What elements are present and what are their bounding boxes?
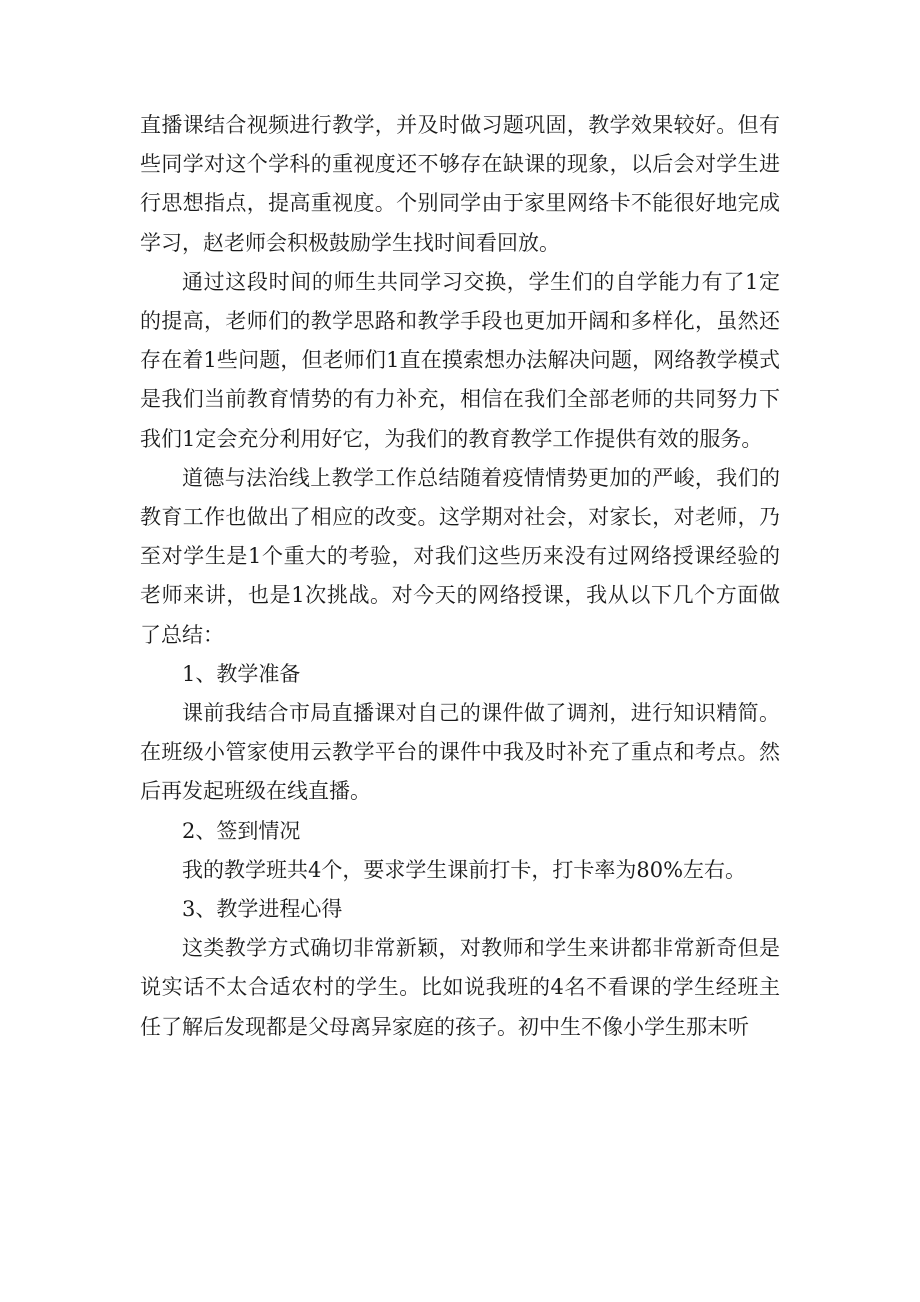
body-text	[140, 106, 780, 1047]
paragraph-teaching-process: 这类教学方式确切非常新颖，对教师和学生来讲都非常新奇但是说实话不太合适农村的学生。比如说我班的4名不看课的学生经班主任了解后发现都是父母离异家庭的孩子。初中生不像小学生那末听	[140, 936, 780, 1039]
section-heading-teaching-process: 3、教学进程心得	[182, 897, 343, 922]
paragraph-teaching-prep: 课前我结合市局直播课对自己的课件做了调剂，进行知识精简。在班级小管家使用云教学平台的课件中我及时补充了重点和考点。然后再发起班级在线直播。	[140, 701, 780, 804]
section-heading-teaching-prep: 1、教学准备	[182, 661, 301, 686]
paragraph-intro-continuation: 直播课结合视频进行教学，并及时做习题巩固，教学效果较好。但有些同学对这个学科的重视度还不够存在缺课的现象，以后会对学生进行思想指点，提高重视度。个别同学由于家里网络卡不能很好地完成学习，赵老师会积极鼓励学生找时间看回放。	[140, 113, 780, 255]
paragraph-summary: 通过这段时间的师生共同学习交换，学生们的自学能力有了1定的提高，老师们的教学思路和教学手段也更加开阔和多样化，虽然还存在着1些问题，但老师们1直在摸索想办法解决问题，网络教学模式是我们当前教育情势的有力补充，相信在我们全部老师的共同努力下我们1定会充分利用好它，为我们的教育教学工作提供有效的服务。	[140, 269, 780, 451]
paragraph-morality-law-summary: 道德与法治线上教学工作总结随着疫情情势更加的严峻，我们的教育工作也做出了相应的改变。这学期对社会，对家长，对老师，乃至对学生是1个重大的考验，对我们这些历来没有过网络授课经验的老师来讲，也是1次挑战。对今天的网络授课，我从以下几个方面做了总结：	[140, 465, 780, 647]
section-heading-check-in: 2、签到情况	[182, 818, 301, 843]
paragraph-check-in: 我的教学班共4个，要求学生课前打卡，打卡率为80%左右。	[182, 857, 747, 882]
